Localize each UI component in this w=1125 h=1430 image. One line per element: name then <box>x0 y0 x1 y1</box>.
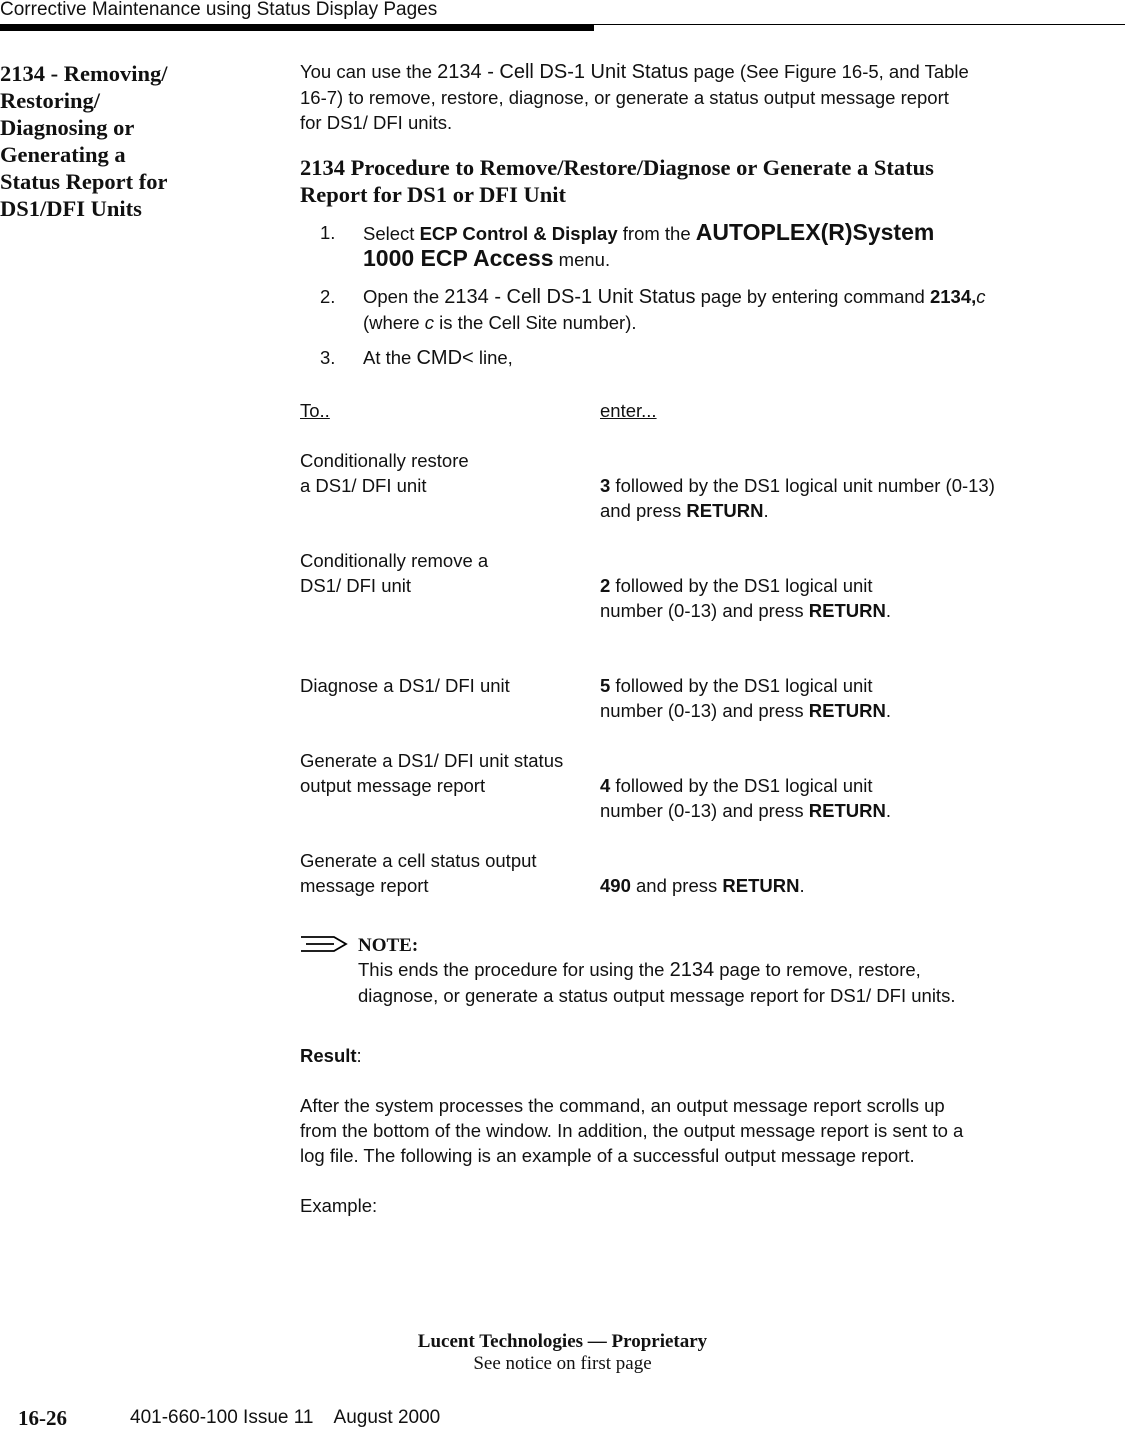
side-heading-line: DS1/DFI Units <box>0 196 142 221</box>
table-row-action <box>300 548 600 598</box>
step-text: page by entering command <box>695 286 930 307</box>
side-heading-line: Generating a <box>0 142 126 167</box>
command-param: c <box>976 286 986 307</box>
side-heading-line: 2134 - Removing/ <box>0 61 168 86</box>
result-label <box>300 1043 362 1068</box>
step-3 <box>320 345 1060 371</box>
table-header-to: To.. <box>300 400 330 421</box>
table-row-action <box>300 673 600 698</box>
menu-name: 1000 ECP Access <box>363 245 554 271</box>
procedure-title <box>300 154 1060 208</box>
entry-text: . <box>885 600 891 621</box>
entry-text: . <box>799 875 805 896</box>
page-name: 2134 - Cell DS-1 Unit Status <box>444 286 696 308</box>
key-value: 3 <box>600 475 611 496</box>
step-text: menu. <box>553 249 611 270</box>
side-heading <box>0 60 270 222</box>
step-number: 1. <box>320 222 336 243</box>
action-text: Conditionally remove a <box>300 550 489 571</box>
example-label: Example: <box>300 1195 378 1216</box>
note-arrow-icon <box>300 934 348 954</box>
entry-text: number (0-13) and press <box>600 800 809 821</box>
note-label: NOTE: <box>358 935 419 956</box>
command: 2134, <box>929 286 977 307</box>
menu-name: AUTOPLEX(R)System <box>695 219 935 245</box>
page-number-ref: 2134 <box>669 959 715 981</box>
step-text: line, <box>473 347 513 368</box>
step-1 <box>320 220 1060 272</box>
side-heading-line: Diagnosing or <box>0 115 135 140</box>
table-row-entry <box>600 873 1060 898</box>
step-text: Open the <box>363 286 445 307</box>
return-key: RETURN <box>808 800 886 821</box>
table-row-action <box>300 748 600 798</box>
step-text: Select <box>363 223 420 244</box>
param-name: c <box>424 312 434 333</box>
entry-text: and press <box>600 500 687 521</box>
result-line: After the system processes the command, an output message report scrolls up <box>300 1095 945 1116</box>
result-line: log file. The following is an example of a successful output message report. <box>300 1145 915 1166</box>
note-text <box>358 957 1058 1008</box>
action-text: Diagnose a DS1/ DFI unit <box>300 675 510 696</box>
entry-text: and press <box>630 875 723 896</box>
procedure-title-line: Report for DS1 or DFI Unit <box>300 182 567 207</box>
table-row-action <box>300 448 600 498</box>
table-header-enter: enter... <box>600 400 657 421</box>
note-line: page to remove, restore, <box>714 959 921 980</box>
page-name: 2134 - Cell DS-1 Unit Status <box>437 61 689 83</box>
step-text: (where <box>363 312 425 333</box>
note-line: diagnose, or generate a status output message report for DS1/ DFI units. <box>358 985 956 1006</box>
action-text: output message report <box>300 775 486 796</box>
document-info: 401-660-100 Issue 11 August 2000 <box>130 1407 441 1428</box>
table-row-entry <box>600 773 1060 823</box>
page-number: 16-26 <box>18 1406 67 1430</box>
cmd-prompt: CMD< <box>416 347 474 369</box>
action-text: Generate a cell status output <box>300 850 537 871</box>
result-colon: : <box>356 1045 362 1066</box>
action-text: a DS1/ DFI unit <box>300 475 427 496</box>
footer-notice: See notice on first page <box>473 1353 652 1374</box>
key-value: 2 <box>600 575 611 596</box>
return-key: RETURN <box>686 500 764 521</box>
intro-paragraph <box>300 59 1080 135</box>
step-2 <box>320 284 1060 335</box>
entry-text: number (0-13) and press <box>600 700 809 721</box>
key-value: 490 <box>600 875 631 896</box>
entry-text: number (0-13) and press <box>600 600 809 621</box>
side-heading-line: Restoring/ <box>0 88 100 113</box>
table-row-entry <box>600 573 1060 623</box>
action-text: message report <box>300 875 429 896</box>
result-paragraph <box>300 1093 1060 1168</box>
key-value: 4 <box>600 775 611 796</box>
running-header: Corrective Maintenance using Status Display Pages <box>0 0 438 20</box>
entry-text: followed by the DS1 logical unit <box>610 775 873 796</box>
action-text: DS1/ DFI unit <box>300 575 412 596</box>
side-heading-line: Status Report for <box>0 169 168 194</box>
return-key: RETURN <box>808 700 886 721</box>
entry-text: . <box>885 800 891 821</box>
return-key: RETURN <box>722 875 800 896</box>
table-row-entry <box>600 473 1060 523</box>
intro-text: page (See Figure 16-5, and Table <box>688 61 969 82</box>
action-text: Conditionally restore <box>300 450 469 471</box>
step-text: is the Cell Site number). <box>433 312 637 333</box>
entry-text: . <box>763 500 769 521</box>
key-value: 5 <box>600 675 611 696</box>
intro-text: You can use the <box>300 61 438 82</box>
entry-text: followed by the DS1 logical unit <box>610 675 873 696</box>
procedure-title-line: 2134 Procedure to Remove/Restore/Diagnose or Generate a Status <box>300 155 934 180</box>
table-row-action <box>300 848 600 898</box>
entry-text: followed by the DS1 logical unit <box>610 575 873 596</box>
step-text: At the <box>363 347 417 368</box>
result-line: from the bottom of the window. In addition, the output message report is sent to a <box>300 1120 964 1141</box>
intro-text: 16-7) to remove, restore, diagnose, or generate a status output message report <box>300 87 949 108</box>
table-row-entry <box>600 673 1060 723</box>
step-text: from the <box>617 223 696 244</box>
step-number: 3. <box>320 347 336 368</box>
entry-text: followed by the DS1 logical unit number (0-13) <box>610 475 995 496</box>
return-key: RETURN <box>808 600 886 621</box>
step-number: 2. <box>320 286 336 307</box>
footer-company: Lucent Technologies — Proprietary <box>417 1331 708 1352</box>
note-line: This ends the procedure for using the <box>358 959 670 980</box>
result-heading: Result <box>300 1045 357 1066</box>
entry-text: . <box>885 700 891 721</box>
intro-text: for DS1/ DFI units. <box>300 112 453 133</box>
action-text: Generate a DS1/ DFI unit status <box>300 750 564 771</box>
menu-item-name: ECP Control & Display <box>419 223 618 244</box>
header-rule-thick <box>0 24 594 31</box>
